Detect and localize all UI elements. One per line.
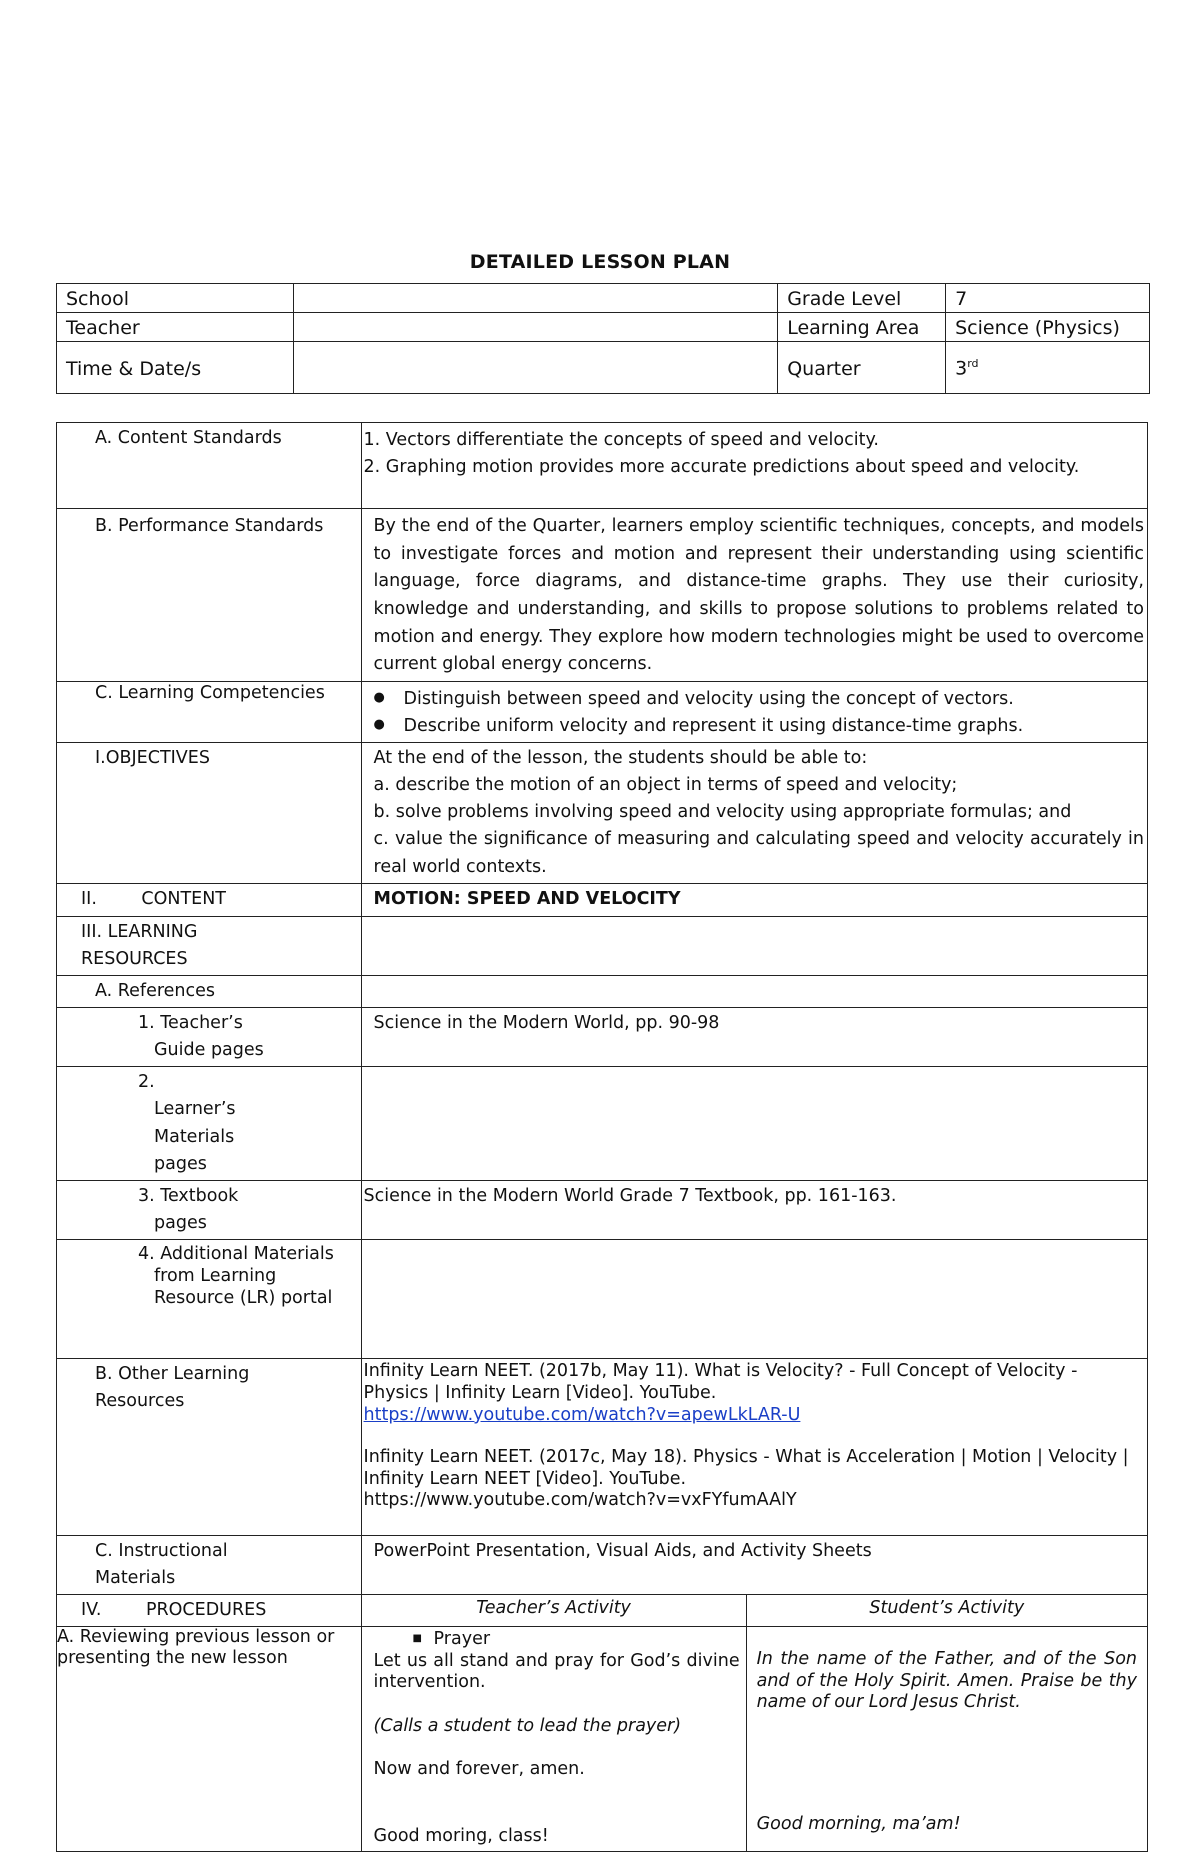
teacher-activity-cell (361, 1627, 746, 1852)
content-standards-label: A. Content Standards (57, 423, 362, 509)
quarter-label: Quarter (778, 342, 946, 394)
lr-portal-value (361, 1240, 1147, 1359)
content-standard-item: 1. Vectors differentiate the concepts of speed and velocity. (363, 430, 879, 450)
objectives-value (361, 743, 1147, 884)
school-label: School (57, 284, 294, 313)
teacher-activity-header: Teacher’s Activity (361, 1595, 746, 1627)
resources-value (361, 916, 1147, 975)
other-ref-2: Infinity Learn NEET. (2017c, May 18). Physics - What is Acceleration | Motion | Velocity | Infinity Learn NEET [Video]. YouTube. (363, 1446, 1129, 1489)
competencies-value (361, 681, 1147, 742)
procedures-label: IV. PROCEDURES (57, 1595, 362, 1627)
competency-item: ● Distinguish between speed and velocity using the concept of vectors. (404, 686, 1144, 713)
content-label: II. CONTENT (57, 883, 362, 916)
learners-materials-label: 2. Learner’s Materials pages (57, 1067, 362, 1181)
teacher-label: Teacher (57, 313, 294, 342)
content-standard-item: 2. Graphing motion provides more accurate predictions about speed and velocity. (363, 457, 1080, 478)
prayer-item: ■ Prayer (434, 1629, 740, 1650)
area-value: Science (Physics) (946, 313, 1150, 342)
objectives-label: I.OBJECTIVES (57, 743, 362, 884)
teachers-guide-value: Science in the Modern World, pp. 90-98 (361, 1008, 1147, 1067)
content-standards-value (361, 423, 1147, 509)
procedure-step-label: A. Reviewing previous lesson or presenting the new lesson (57, 1627, 362, 1852)
objective-a: a. describe the motion of an object in terms of speed and velocity; (373, 775, 958, 796)
other-link-1[interactable]: https://www.youtube.com/watch?v=apewLkLAR-U (363, 1404, 801, 1425)
other-resources-value (361, 1359, 1147, 1536)
references-label: A. References (57, 975, 362, 1007)
performance-standards-label: B. Performance Standards (57, 509, 362, 682)
lesson-plan-table (56, 422, 1148, 1852)
student-greeting: Good morning, ma’am! (756, 1813, 961, 1834)
student-prayer: In the name of the Father, and of the Son and of the Holy Spirit. Amen. Praise be thy name of our Lord Jesus Christ. (756, 1649, 1137, 1713)
other-ref-1: Infinity Learn NEET. (2017b, May 11). What is Velocity? - Full Concept of Velocity - Physics | Infinity Learn [Video]. YouTube. (363, 1361, 1078, 1403)
greeting-text: Good moring, class! (373, 1826, 549, 1847)
textbook-value: Science in the Modern World Grade 7 Textbook, pp. 161-163. (361, 1180, 1147, 1239)
teacher-value (293, 313, 777, 342)
quarter-suffix: rd (967, 357, 979, 371)
objectives-intro: At the end of the lesson, the students should be able to: (373, 748, 868, 769)
pray-text: Let us all stand and pray for God’s divine intervention. (373, 1650, 740, 1693)
forever-text: Now and forever, amen. (373, 1758, 585, 1779)
page-title: DETAILED LESSON PLAN (469, 251, 731, 273)
instructional-materials-label: C. Instructional Materials (57, 1536, 362, 1595)
competency-item: ● Describe uniform velocity and represent it using distance-time graphs. (404, 713, 1144, 740)
references-value (361, 975, 1147, 1007)
calls-text: (Calls a student to lead the prayer) (373, 1715, 682, 1736)
teachers-guide-label: 1. Teacher’s Guide pages (57, 1008, 362, 1067)
instructional-materials-value: PowerPoint Presentation, Visual Aids, and Activity Sheets (361, 1536, 1147, 1595)
grade-value: 7 (946, 284, 1150, 313)
lr-portal-label: 4. Additional Materials from Learning Resource (LR) portal (57, 1240, 362, 1359)
textbook-label: 3. Textbook pages (57, 1180, 362, 1239)
student-activity-cell (746, 1627, 1147, 1852)
time-value (293, 342, 777, 394)
time-label: Time & Date/s (57, 342, 294, 394)
objective-b: b. solve problems involving speed and velocity using appropriate formulas; and (373, 802, 1072, 823)
objective-c: c. value the significance of measuring and calculating speed and velocity accurately in real world contexts. (373, 829, 1144, 877)
other-resources-label: B. Other Learning Resources (57, 1359, 362, 1536)
performance-standards-text: By the end of the Quarter, learners employ scientific techniques, concepts, and models to investigate forces and motion and represent their understanding using scientific language, force diagrams, and distance-time graphs. They use their curiosity, knowledge and understanding, and skills to propose solutions to problems related to motion and energy. They explore how modern technologies might be used to overcome current global energy concerns. (361, 509, 1147, 682)
learners-materials-value (361, 1067, 1147, 1181)
quarter-value: 3rd (946, 342, 1150, 394)
resources-label: III. LEARNING RESOURCES (57, 916, 362, 975)
grade-label: Grade Level (778, 284, 946, 313)
other-link-2[interactable]: https://www.youtube.com/watch?v=vxFYfumAAlY (363, 1490, 797, 1511)
area-label: Learning Area (778, 313, 946, 342)
content-value: MOTION: SPEED AND VELOCITY (361, 883, 1147, 916)
competencies-label: C. Learning Competencies (57, 681, 362, 742)
student-activity-header: Student’s Activity (746, 1595, 1147, 1627)
school-value (293, 284, 777, 313)
header-table (56, 283, 1150, 394)
